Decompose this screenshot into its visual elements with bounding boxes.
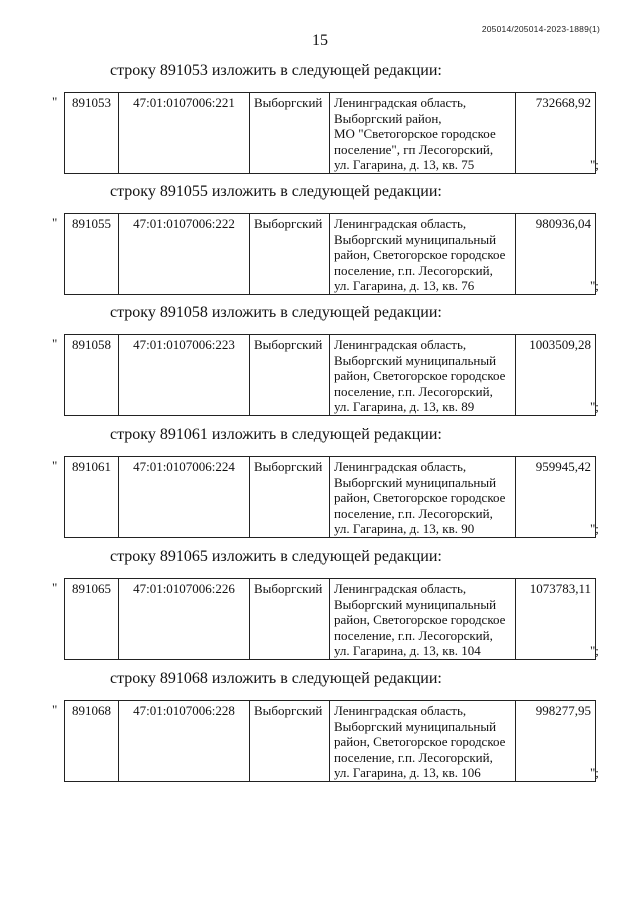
cadastral-value: 998277,95 — [516, 701, 596, 782]
address-line: Ленинградская область, — [334, 337, 467, 352]
amended-row-table — [64, 700, 596, 782]
address-line: Ленинградская область, — [334, 95, 467, 110]
row-number: 891058 — [65, 335, 119, 416]
table-row — [65, 457, 596, 538]
amendment-intro: строку 891061 изложить в следующей редакции: — [110, 426, 442, 443]
address-line: поселение, г.п. Лесогорский, — [334, 383, 493, 399]
address-line: ул. Гагарина, д. 13, кв. 89 — [334, 399, 475, 414]
closing-quote: "; — [590, 399, 599, 414]
amended-row-table — [64, 213, 596, 295]
amended-row-table — [64, 334, 596, 416]
district: Выборгский — [250, 701, 330, 782]
address-line: ул. Гагарина, д. 13, кв. 104 — [334, 643, 481, 658]
opening-quote: " — [52, 580, 58, 595]
closing-quote: "; — [590, 765, 599, 780]
address-line: район, Светогорское городское — [334, 368, 506, 383]
address-line: поселение, г.п. Лесогорский, — [334, 749, 493, 765]
address — [330, 214, 516, 295]
cadastral-value: 1073783,11 — [516, 579, 596, 660]
address-line: Ленинградская область, — [334, 581, 467, 596]
address-line: поселение, г.п. Лесогорский, — [334, 505, 493, 521]
table-row — [65, 214, 596, 295]
cadastral-number: 47:01:0107006:222 — [119, 214, 250, 295]
address-line: поселение, г.п. Лесогорский, — [334, 262, 493, 278]
address-line: Ленинградская область, — [334, 703, 467, 718]
cadastral-number: 47:01:0107006:224 — [119, 457, 250, 538]
amendment-intro: строку 891058 изложить в следующей редакции: — [110, 304, 442, 321]
cadastral-value: 959945,42 — [516, 457, 596, 538]
address — [330, 701, 516, 782]
address-line: поселение", гп Лесогорский, — [334, 141, 494, 157]
row-number: 891061 — [65, 457, 119, 538]
district: Выборгский — [250, 214, 330, 295]
opening-quote: " — [52, 458, 58, 473]
opening-quote: " — [52, 336, 58, 351]
document-id: 205014/205014-2023-1889(1) — [481, 24, 600, 34]
closing-quote: "; — [590, 643, 599, 658]
opening-quote: " — [52, 702, 58, 717]
address-line: МО "Светогорское городское — [334, 126, 496, 141]
amendment-intro: строку 891068 изложить в следующей редакции: — [110, 670, 442, 687]
row-number: 891068 — [65, 701, 119, 782]
address-line: ул. Гагарина, д. 13, кв. 106 — [334, 765, 481, 780]
address — [330, 579, 516, 660]
address-line: район, Светогорское городское — [334, 247, 506, 262]
amended-row-table — [64, 578, 596, 660]
address-line: Выборгский муниципальный — [334, 352, 497, 368]
address-line: Выборгский муниципальный — [334, 474, 497, 490]
amendment-intro: строку 891065 изложить в следующей редакции: — [110, 548, 442, 565]
address-line: Выборгский муниципальный — [334, 596, 497, 612]
district: Выборгский — [250, 579, 330, 660]
closing-quote: "; — [590, 521, 599, 536]
table-row — [65, 335, 596, 416]
table-row — [65, 579, 596, 660]
cadastral-number: 47:01:0107006:228 — [119, 701, 250, 782]
amended-row-table — [64, 456, 596, 538]
district: Выборгский — [250, 457, 330, 538]
amended-row-table — [64, 92, 596, 174]
district: Выборгский — [250, 93, 330, 174]
table-row — [65, 701, 596, 782]
address-line: район, Светогорское городское — [334, 734, 506, 749]
cadastral-value: 732668,92 — [516, 93, 596, 174]
address-line: Ленинградская область, — [334, 459, 467, 474]
row-number: 891065 — [65, 579, 119, 660]
table-row — [65, 93, 596, 174]
row-number: 891053 — [65, 93, 119, 174]
cadastral-number: 47:01:0107006:221 — [119, 93, 250, 174]
cadastral-value: 980936,04 — [516, 214, 596, 295]
address-line: ул. Гагарина, д. 13, кв. 75 — [334, 157, 475, 172]
address-line: Выборгский район, — [334, 110, 442, 126]
address-line: ул. Гагарина, д. 13, кв. 90 — [334, 521, 475, 536]
address-line: поселение, г.п. Лесогорский, — [334, 627, 493, 643]
cadastral-number: 47:01:0107006:223 — [119, 335, 250, 416]
page-number: 15 — [312, 32, 328, 49]
closing-quote: "; — [590, 278, 599, 293]
cadastral-value: 1003509,28 — [516, 335, 596, 416]
address-line: Ленинградская область, — [334, 216, 467, 231]
address-line: Выборгский муниципальный — [334, 231, 497, 247]
address — [330, 335, 516, 416]
district: Выборгский — [250, 335, 330, 416]
closing-quote: "; — [590, 157, 599, 172]
amendment-intro: строку 891055 изложить в следующей редакции: — [110, 183, 442, 200]
address-line: район, Светогорское городское — [334, 490, 506, 505]
address-line: ул. Гагарина, д. 13, кв. 76 — [334, 278, 475, 293]
amendment-intro: строку 891053 изложить в следующей редакции: — [110, 62, 442, 79]
address — [330, 457, 516, 538]
row-number: 891055 — [65, 214, 119, 295]
address-line: Выборгский муниципальный — [334, 718, 497, 734]
cadastral-number: 47:01:0107006:226 — [119, 579, 250, 660]
address — [330, 93, 516, 174]
opening-quote: " — [52, 215, 58, 230]
address-line: район, Светогорское городское — [334, 612, 506, 627]
opening-quote: " — [52, 94, 58, 109]
